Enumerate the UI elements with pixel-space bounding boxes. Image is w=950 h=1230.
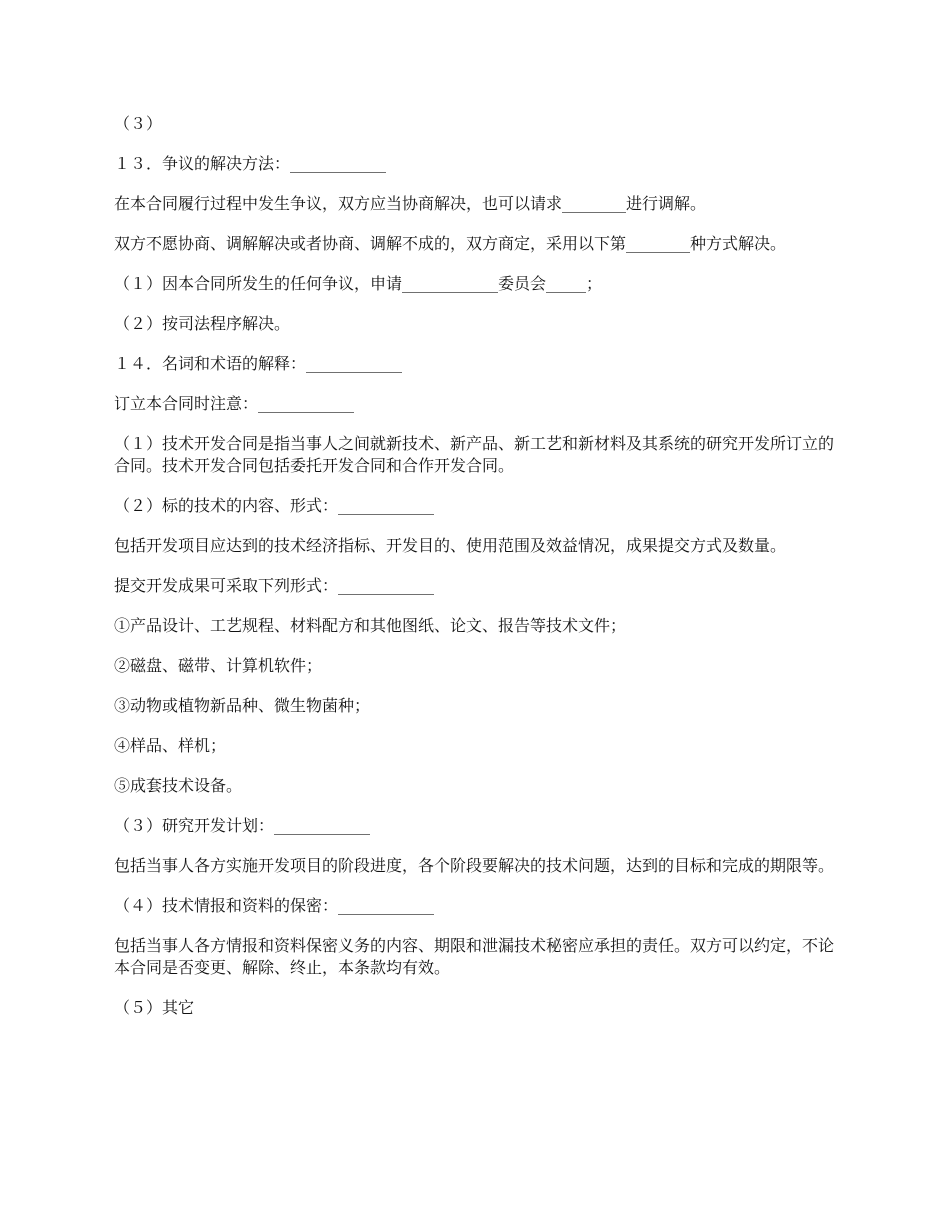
- list-item-form-5: ⑤成套技术设备。: [114, 776, 243, 795]
- paragraph-arbitration: （１）因本合同所发生的任何争议，申请____________委员会_____；: [114, 274, 603, 293]
- list-item-form-4: ④样品、样机；: [114, 736, 227, 755]
- paragraph-note-2-body: 包括开发项目应达到的技术经济指标、开发目的、使用范围及效益情况，成果提交方式及数量。: [114, 536, 787, 555]
- paragraph-notes-heading: 订立本合同时注意：____________: [114, 394, 355, 413]
- paragraph-note-1: （１）技术开发合同是指当事人之间就新技术、新产品、新工艺和新材料及其系统的研究开发所订立的合同。技术开发合同包括委托开发合同和合作开发合同。: [114, 434, 835, 475]
- paragraph-note-4-heading: （４）技术情报和资料的保密：____________: [114, 896, 435, 915]
- paragraph-note-5-heading: （５）其它: [114, 998, 195, 1017]
- list-item-form-1: ①产品设计、工艺规程、材料配方和其他图纸、论文、报告等技术文件；: [114, 616, 627, 635]
- paragraph-judicial: （２）按司法程序解决。: [114, 314, 291, 333]
- paragraph-section-3: （３）: [114, 114, 163, 133]
- document-page: [114, 113, 842, 1019]
- paragraph-mediation: 在本合同履行过程中发生争议，双方应当协商解决，也可以请求________进行调解。: [114, 194, 707, 213]
- paragraph-article-13-heading: １３．争议的解决方法：____________: [114, 154, 387, 173]
- list-item-form-3: ③动物或植物新品种、微生物菌种；: [114, 696, 371, 715]
- paragraph-note-3-heading: （３）研究开发计划：____________: [114, 816, 371, 835]
- list-item-form-2: ②磁盘、磁带、计算机软件；: [114, 656, 323, 675]
- paragraph-note-2-heading: （２）标的技术的内容、形式：____________: [114, 496, 435, 515]
- paragraph-note-3-body: 包括当事人各方实施开发项目的阶段进度，各个阶段要解决的技术问题，达到的目标和完成的期限等。: [114, 856, 835, 875]
- paragraph-deliverable-forms: 提交开发成果可采取下列形式：____________: [114, 576, 435, 595]
- paragraph-article-14-heading: １４．名词和术语的解释：____________: [114, 354, 403, 373]
- paragraph-resolution-method: 双方不愿协商、调解解决或者协商、调解不成的，双方商定，采用以下第________种方式解决。: [114, 234, 787, 253]
- paragraph-note-4-body: 包括当事人各方情报和资料保密义务的内容、期限和泄漏技术秘密应承担的责任。双方可以约定，不论本合同是否变更、解除、终止，本条款均有效。: [114, 936, 835, 977]
